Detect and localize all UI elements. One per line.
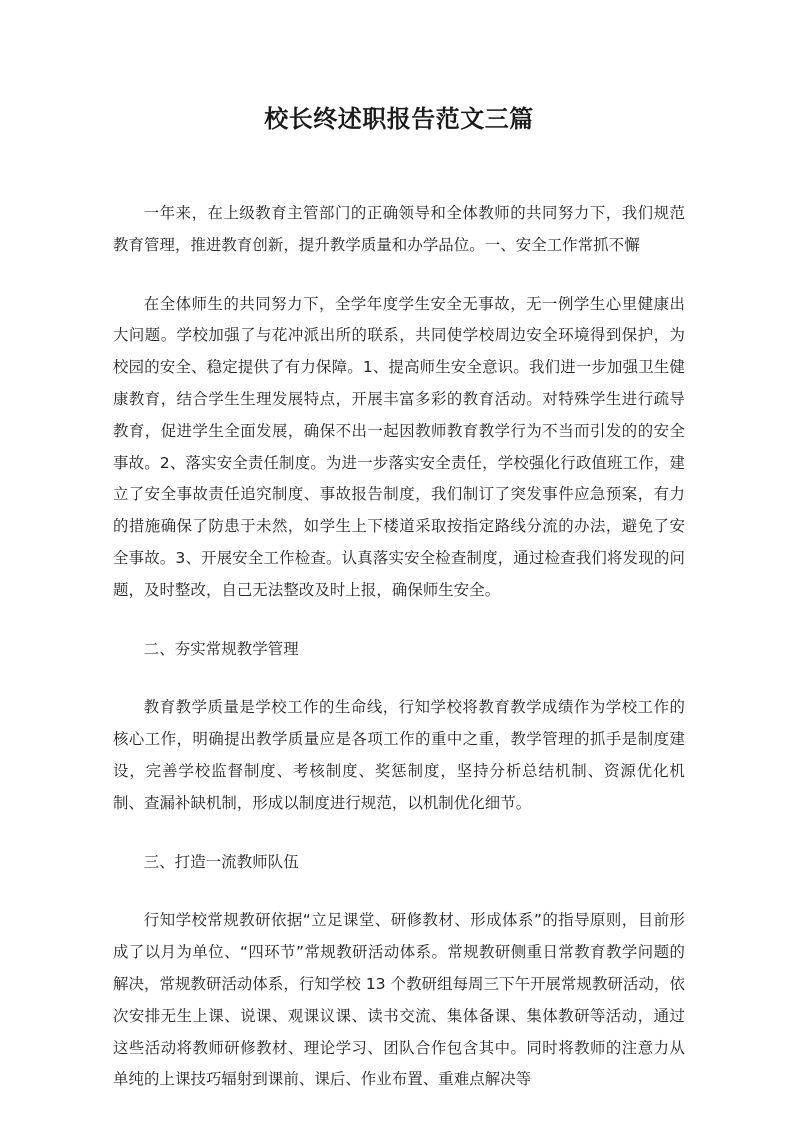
spacer-after-heading-2 [113,665,685,692]
spacer-before-heading-3 [113,820,685,847]
spacer-paragraph [113,262,685,289]
paragraph-section-1-body: 在全体师生的共同努力下，全学年度学生安全无事故，无一例学生心里健康出大问题。学校加强了与花冲派出所的联系，共同使学校周边安全环境得到保护，为校园的安全、稳定提供了有力保障。1、提高师生安全意识。我们进一步加强卫生健康教育，结合学生生理发展特点，开展丰富多彩的教育活动。对特殊学生进行疏导教育，促进学生全面发展，确保不出一起因教师教育教学行为不当而引发的的安全事故。2、落实安全责任制度。为进一步落实安全责任，学校强化行政值班工作，建立了安全事故责任追究制度、事故报告制度，我们制订了突发事件应急预案，有力的措施确保了防患于未然，如学生上下楼道采取按指定路线分流的办法，避免了安全事故。3、开展安全工作检查。认真落实安全检查制度，通过检查我们将发现的问题，及时整改，自己无法整改及时上报，确保师生安全。 [113,294,685,599]
spacer-title [113,134,685,198]
document-body [113,0,685,1096]
section-heading-2: 二、夯实常规教学管理 [143,639,299,658]
spacer-before-heading-2 [113,607,685,634]
paragraph-intro: 一年来，在上级教育主管部门的正确领导和全体教师的共同努力下，我们规范教育管理，推进教育创新，提升教学质量和办学品位。一、安全工作常抓不懈 [113,204,685,254]
section-heading-3: 三、打造一流教师队伍 [143,852,299,871]
paragraph-section-3-body: 行知学校常规教研依据“立足课堂、研修教材、形成体系”的指导原则，目前形成了以月为单位、“四环节”常规教研活动体系。常规教研侧重日常教育教学问题的解决，常规教研活动体系，行知学校 13 个教研组每周三下午开展常规教研活动，依次安排无生上课、说课、观课议课、读书交流、集体备课、集体教研等活动，通过这些活动将教师研修教材、理论学习、团队合作包含其中。同时将教师的注意力从单纯的上课技巧辐射到课前、课后、作业布置、重难点解决等 [113,911,685,1089]
paragraph-section-2-body: 教育教学质量是学校工作的生命线，行知学校将教育教学成绩作为学校工作的核心工作，明确提出教学质量应是各项工作的重中之重，教学管理的抓手是制度建设，完善学校监督制度、考核制度、奖惩制度，坚持分析总结机制、资源优化机制、查漏补缺机制，形成以制度进行规范，以机制优化细节。 [113,698,685,812]
page-title: 校长终述职报告范文三篇 [264,105,534,133]
spacer-after-heading-3 [113,878,685,905]
